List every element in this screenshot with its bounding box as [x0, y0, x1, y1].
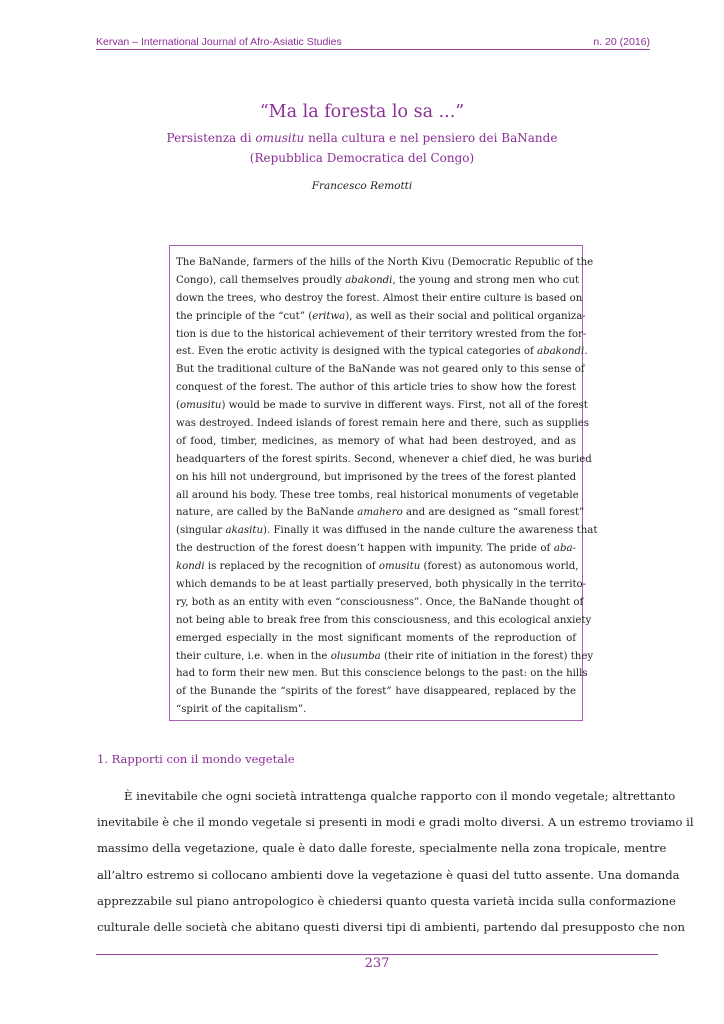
abstract-line: [176, 415, 590, 433]
abstract-line: [176, 433, 576, 451]
abstract-line: [176, 558, 579, 576]
abstract-text-segment: of the Bunande the “spirits of the forest” have disappeared, replaced by the: [176, 686, 576, 698]
abstract-text-segment: the destruction of the forest doesn’t happen with impunity. The pride of: [176, 543, 554, 555]
subtitle-suffix: nella cultura e nel pensiero dei BaNande: [304, 131, 558, 145]
abstract-line: [176, 576, 587, 594]
abstract-text-segment: had to form their new men. But this conscience belongs to the past: on the hills: [176, 668, 588, 680]
body-line: apprezzabile sul piano antropologico è chiedersi quanto questa varietà incida sulla conformazione: [97, 893, 676, 908]
abstract-italic-term: eritwa: [312, 310, 346, 322]
journal-name: Kervan – International Journal of Afro-Asiatic Studies: [96, 36, 342, 48]
abstract-text-segment: ). Finally it was diffused in the nande culture the awareness that: [263, 525, 598, 537]
abstract-line: [176, 397, 588, 415]
body-line: È inevitabile che ogni società intrattenga qualche rapporto con il mondo vegetale; altrettanto: [124, 789, 676, 803]
article-subtitle-line1: [0, 131, 724, 145]
subtitle-term: omusitu: [255, 131, 305, 145]
abstract-text-segment: headquarters of the forest spirits. Second, whenever a chief died, he was buried: [176, 453, 592, 465]
article-title: “Ma la foresta lo sa ...”: [259, 102, 465, 122]
abstract-line: [176, 451, 592, 469]
abstract-line: [176, 504, 585, 522]
issue-number: n. 20 (2016): [593, 36, 650, 48]
author-name: Francesco Remotti: [311, 180, 413, 192]
abstract-line: [176, 540, 576, 558]
section-heading: 1. Rapporti con il mondo vegetale: [97, 752, 295, 766]
abstract-text-segment: , the young and strong men who cut: [392, 274, 580, 286]
abstract-italic-term: aba-: [553, 543, 576, 555]
abstract-text-segment: their culture, i.e. when in the: [176, 650, 331, 662]
abstract-line: [176, 648, 594, 666]
abstract-text-segment: (their rite of initiation in the forest) they: [380, 650, 594, 662]
abstract-text-segment: and are designed as “small forest”: [402, 507, 585, 519]
abstract-text-segment: not being able to break free from this consciousness, and this ecological anxiety: [176, 614, 592, 626]
abstract-line: [176, 272, 580, 290]
abstract-line: [176, 361, 585, 379]
abstract-text-segment: ) would be made to survive in different ways. First, not all of the forest: [221, 400, 588, 412]
abstract-italic-term: kondi: [176, 561, 205, 573]
abstract-italic-term: olusumba: [330, 650, 381, 662]
abstract-text-segment: emerged especially in the most significant moments of the reproduction of: [176, 632, 576, 644]
abstract-text-segment: (forest) as autonomous world,: [420, 561, 579, 573]
abstract-line: [176, 469, 576, 487]
abstract-text-segment: ry, both as an entity with even “consciousness”. Once, the BaNande thought of: [176, 596, 584, 608]
abstract-text: [176, 254, 598, 719]
subtitle-prefix: Persistenza di: [166, 131, 256, 145]
abstract-text-segment: of food, timber, medicines, as memory of what had been destroyed, and as: [176, 435, 576, 447]
abstract-line: [176, 290, 583, 308]
abstract-italic-term: omusitu: [179, 400, 222, 412]
abstract-text-segment: Congo), call themselves proudly: [176, 274, 346, 286]
abstract-line: [176, 683, 576, 701]
abstract-text-segment: on his hill not underground, but imprisoned by the trees of the forest planted: [176, 471, 577, 483]
abstract-line: [176, 379, 576, 397]
abstract-text-segment: the principle of the “cut” (: [176, 310, 313, 322]
page-number: 237: [364, 956, 390, 971]
abstract-line: [176, 308, 586, 326]
abstract-text-segment: which demands to be at least partially preserved, both physically in the territo-: [176, 579, 587, 591]
abstract-text-segment: conquest of the forest. The author of this article tries to show how the forest: [176, 382, 576, 394]
abstract-italic-term: akasitu: [225, 525, 264, 537]
body-line: inevitabile è che il mondo vegetale si presenti in modi e gradi molto diversi. A un estremo troviamo il: [97, 815, 694, 830]
abstract-line: [176, 630, 576, 648]
abstract-text-segment: “spirit of the capitalism”.: [176, 704, 307, 716]
abstract-text-segment: is replaced by the recognition of: [204, 561, 379, 573]
abstract-text-segment: was destroyed. Indeed islands of forest remain here and there, such as supplies: [176, 418, 590, 430]
abstract-line: [176, 326, 587, 344]
body-text: [97, 783, 694, 940]
abstract-text-segment: all around his body. These tree tombs, real historical monuments of vegetable: [176, 489, 579, 501]
abstract-line: [176, 701, 576, 719]
abstract-line: [176, 487, 579, 505]
abstract-text-segment: tion is due to the historical achievement of their territory wrested from the for-: [176, 328, 587, 340]
abstract-text-segment: But the traditional culture of the BaNande was not geared only to this sense of: [176, 364, 585, 376]
abstract-line: [176, 254, 594, 272]
abstract-line: [176, 594, 584, 612]
body-line: massimo della vegetazione, quale è dato dalle foreste, specialmente nella zona tropicale, mentre: [97, 841, 667, 856]
abstract-text-segment: (: [176, 400, 180, 412]
abstract-text-segment: (singular: [176, 525, 226, 537]
abstract-italic-term: abakondi: [537, 346, 585, 358]
abstract-line: [176, 665, 588, 683]
abstract-italic-term: abakondi: [345, 274, 393, 286]
abstract-line: [176, 343, 588, 361]
body-line: culturale delle società che abitano questi diversi tipi di ambienti, partendo dal presupposto che non: [97, 919, 685, 934]
abstract-text-segment: .: [584, 346, 588, 358]
article-subtitle-line2: (Repubblica Democratica del Congo): [249, 151, 475, 165]
running-header: [96, 36, 650, 50]
abstract-text-segment: down the trees, who destroy the forest. Almost their entire culture is based on: [176, 292, 583, 304]
abstract-line: [176, 612, 592, 630]
body-line: all’altro estremo si collocano ambienti dove la vegetazione è quasi del tutto assente. Una domanda: [97, 867, 680, 882]
abstract-text-segment: ), as well as their social and political organiza-: [345, 310, 586, 322]
abstract-italic-term: amahero: [357, 507, 403, 519]
abstract-line: [176, 522, 598, 540]
abstract-text-segment: The BaNande, farmers of the hills of the North Kivu (Democratic Republic of the: [176, 257, 594, 268]
abstract-italic-term: omusitu: [378, 561, 421, 573]
abstract-text-segment: est. Even the erotic activity is designed with the typical categories of: [176, 346, 537, 358]
footer-rule: [96, 954, 658, 955]
abstract-text-segment: nature, are called by the BaNande: [176, 507, 358, 519]
